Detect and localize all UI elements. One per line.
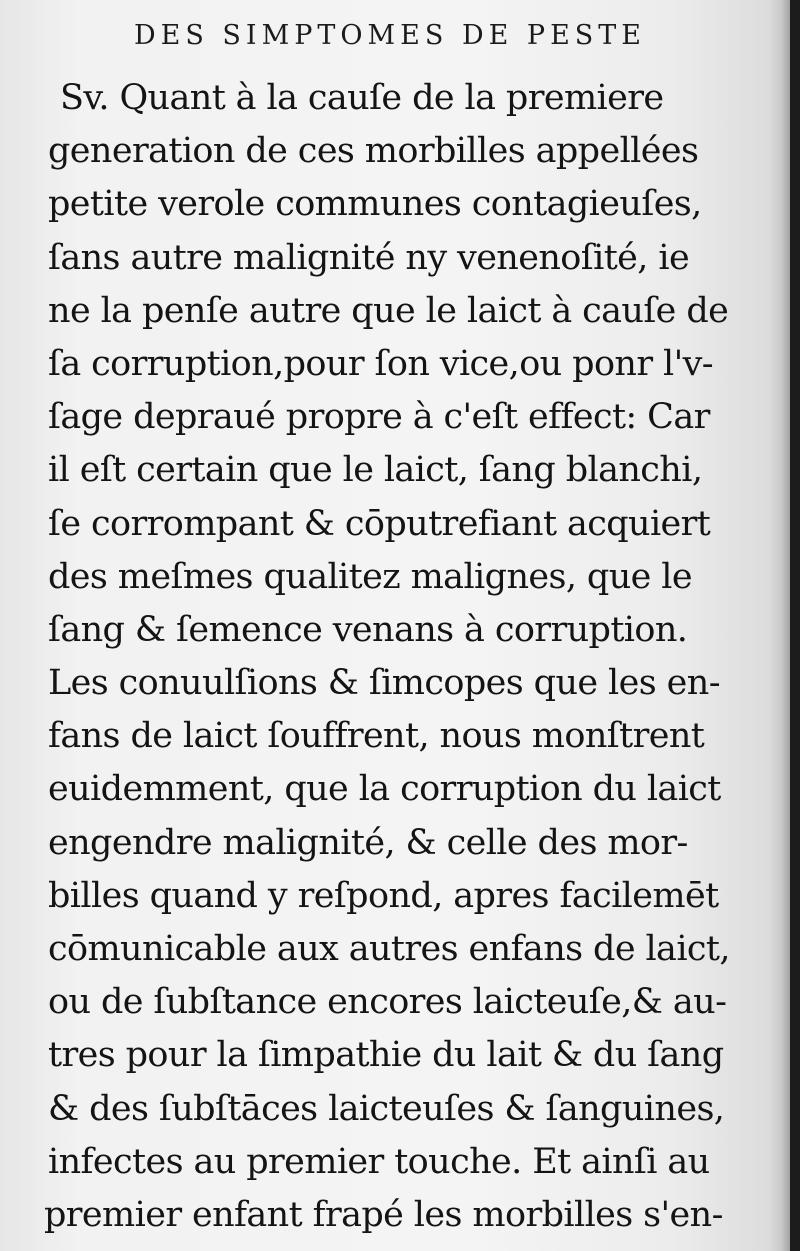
body-text	[44, 72, 748, 1242]
text-line: cōmunicable aux autres enfans de laict,	[48, 929, 730, 969]
text-line: ſage deprаué propre à c'eſt effect: Car	[48, 397, 710, 438]
text-line: ne la penſe autre que le laict à cauſe de	[48, 290, 729, 331]
text-line: billes quand y reſpond, apres facilemēt	[48, 875, 719, 916]
text-line: infectes au premier touche. Et ainſi au	[48, 1141, 710, 1182]
text-line: ſa corruption,pour ſon vice,ou ponr l'v-	[48, 343, 714, 384]
running-head: DES SIMPTOMES DE PESTE	[133, 20, 647, 51]
text-line: ou de ſubſtance encores laicteuſe,& au-	[48, 982, 727, 1023]
text-line: il eſt certain que le laict, ſang blanchi,	[48, 450, 703, 491]
text-line: ſans autre malignité ny venenoſité, ie	[48, 237, 690, 278]
text-line: ſang & ſemence venans à corruption.	[48, 609, 688, 650]
text-line: & des ſubſtāces laicteuſes & ſanguines,	[48, 1088, 725, 1129]
text-line: premier enfant frapé les morbilles s'en-	[44, 1194, 723, 1235]
text-line: tres pour la ſimpathie du lait & du ſang	[48, 1035, 724, 1076]
text-line: generation de ces morbilles appellées	[48, 131, 699, 172]
text-line: Sv. Quant à la cauſe de la premiere	[60, 78, 664, 118]
text-line: ſe corrompant & cōputrefiant acquiert	[48, 503, 711, 544]
text-line: euidemment, que la corruption du laict	[48, 769, 721, 810]
text-line: des meſmes qualitez malignes, que le	[48, 556, 692, 597]
text-line: Les conuulſions & ſimcopes que les en-	[48, 663, 720, 704]
text-line: petite verole communes contagieuſes,	[48, 184, 702, 225]
text-line: engendre malignité, & celle des mor-	[48, 822, 688, 863]
text-line: fans de laict ſouffrent, nous monſtrent	[48, 716, 705, 757]
